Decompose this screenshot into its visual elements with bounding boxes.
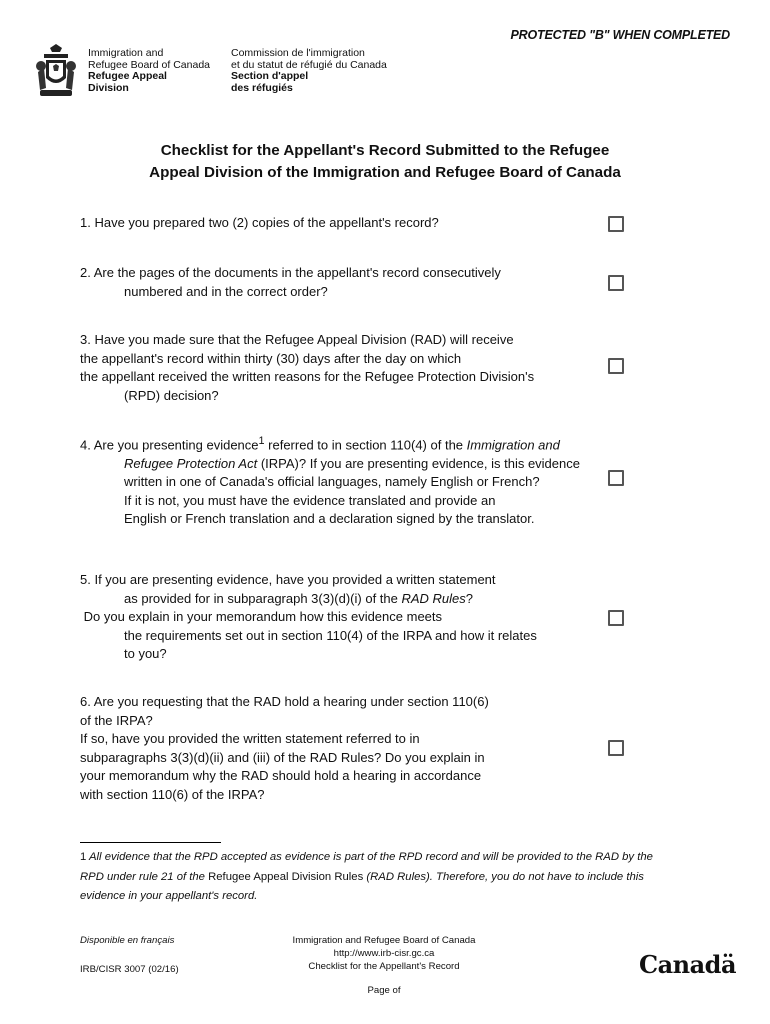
question-6-line-5: your memorandum why the RAD should hold a hearing in accordance bbox=[80, 768, 482, 783]
header-english-division-1: Refugee Appeal bbox=[88, 70, 167, 82]
footnote-text-a: All evidence that the RPD accepted as evidence is part of the RPD record and will be provided to the RAD by the bbox=[86, 851, 653, 863]
question-3-line-2: the appellant's record within thirty (30) days after the day on which bbox=[80, 350, 462, 366]
question-4-text-a: 4. Are you presenting evidence bbox=[80, 437, 259, 453]
footnote-ref-1: 1 bbox=[258, 435, 265, 447]
question-5 bbox=[80, 571, 610, 664]
footnote-divider bbox=[80, 842, 221, 843]
footnote-text-d: (RAD Rules). Therefore, you do not have to include this bbox=[363, 870, 644, 883]
irpa-title-part-2: Refugee Protection Act bbox=[124, 455, 258, 471]
irpa-title-part-1: Immigration and bbox=[466, 437, 560, 453]
question-1-checkbox[interactable] bbox=[608, 216, 624, 232]
footnote-text-e: evidence in your appellant's record. bbox=[80, 890, 258, 902]
footnote-number: 1 bbox=[80, 851, 87, 863]
question-3-line-1: 3. Have you made sure that the Refugee Appeal Division (RAD) will receive bbox=[80, 332, 514, 347]
disponible-en-francais: Disponible en français bbox=[80, 935, 175, 946]
question-4-text-b: referred to in section 110(4) of the bbox=[264, 437, 467, 453]
footer-org: Immigration and Refugee Board of Canada bbox=[292, 935, 476, 946]
question-3 bbox=[80, 331, 610, 405]
footnote-rules-title: Refugee Appeal Division Rules bbox=[208, 870, 364, 883]
title-line-2: Appeal Division of the Immigration and Refugee Board of Canada bbox=[149, 164, 621, 181]
question-4-text-e: (IRPA)? If you are presenting evidence, is this evidence bbox=[257, 455, 580, 471]
rad-rules-italic: RAD Rules bbox=[401, 590, 466, 606]
question-6-line-1: 6. Are you requesting that the RAD hold a hearing under section 110(6) bbox=[80, 694, 489, 709]
question-3-line-3: the appellant received the written reasons for the Refugee Protection Division's bbox=[80, 369, 535, 384]
footer-center-block bbox=[264, 934, 504, 973]
question-4-line-4: If it is not, you must have the evidence translated and provide an bbox=[124, 492, 496, 508]
question-5-line-3: Do you explain in your memorandum how this evidence meets bbox=[80, 609, 443, 624]
canada-wordmark: Canadä bbox=[639, 950, 736, 979]
question-6-line-2: of the IRPA? bbox=[80, 712, 153, 728]
question-4-line-5: English or French translation and a declaration signed by the translator. bbox=[124, 511, 535, 527]
footnote bbox=[80, 848, 700, 907]
question-5-checkbox[interactable] bbox=[608, 610, 624, 626]
header-english-block bbox=[88, 48, 210, 94]
question-4 bbox=[80, 432, 610, 529]
question-5-text-a: as provided for in subparagraph 3(3)(d)(i) of the bbox=[124, 590, 402, 606]
question-4-line-2 bbox=[80, 455, 610, 474]
question-5-line-1: 5. If you are presenting evidence, have you provided a written statement bbox=[80, 572, 496, 587]
page-title bbox=[60, 140, 710, 184]
question-3-checkbox[interactable] bbox=[608, 358, 624, 374]
question-5-line-5: to you? bbox=[124, 646, 167, 661]
header-english-division-2: Division bbox=[88, 81, 129, 94]
header-french-division-2: des réfugiés bbox=[231, 81, 293, 94]
question-4-line-3: written in one of Canada's official languages, namely English or French? bbox=[124, 474, 540, 490]
header-french-line-2: et du statut de réfugié du Canada bbox=[231, 58, 387, 71]
header-french-line-1: Commission de l'immigration bbox=[231, 47, 365, 59]
coat-of-arms-icon bbox=[36, 44, 76, 100]
question-6-checkbox[interactable] bbox=[608, 740, 624, 756]
header-english-line-2: Refugee Board of Canada bbox=[88, 58, 211, 71]
question-2-line-1: 2. Are the pages of the documents in the appellant's record consecutively bbox=[80, 265, 501, 280]
question-4-checkbox[interactable] bbox=[608, 470, 624, 486]
question-2-line-2: numbered and in the correct order? bbox=[124, 283, 328, 299]
protected-b-label: PROTECTED "B" WHEN COMPLETED bbox=[510, 28, 730, 42]
footer-doc-title: Checklist for the Appellant's Record bbox=[308, 961, 460, 972]
question-6-line-6: with section 110(6) of the IRPA? bbox=[80, 786, 265, 802]
question-4-line-1 bbox=[80, 432, 610, 455]
question-5-line-4: the requirements set out in section 110(4) of the IRPA and how it relates bbox=[124, 627, 537, 643]
question-6-line-4: subparagraphs 3(3)(d)(ii) and (iii) of the RAD Rules? Do you explain in bbox=[80, 749, 485, 765]
footnote-text-b: RPD under rule 21 of the bbox=[80, 870, 209, 883]
question-5-line-2 bbox=[80, 590, 610, 609]
question-3-line-4: (RPD) decision? bbox=[124, 387, 219, 403]
question-1 bbox=[80, 214, 610, 233]
header-french-block bbox=[231, 48, 387, 94]
question-5-text-c: ? bbox=[465, 590, 474, 606]
question-2 bbox=[80, 264, 610, 301]
title-line-1: Checklist for the Appellant's Record Submitted to the Refugee bbox=[160, 142, 610, 159]
question-2-checkbox[interactable] bbox=[608, 275, 624, 291]
header-french-division-1: Section d'appel bbox=[231, 70, 309, 82]
footer-url: http://www.irb-cisr.gc.ca bbox=[333, 948, 435, 959]
form-code: IRB/CISR 3007 (02/16) bbox=[80, 964, 179, 975]
page-number: Page of bbox=[367, 985, 401, 996]
question-1-text: 1. Have you prepared two (2) copies of the appellant's record? bbox=[80, 215, 439, 230]
header-english-line-1: Immigration and bbox=[88, 47, 164, 59]
question-6 bbox=[80, 693, 610, 804]
question-6-line-3: If so, have you provided the written statement referred to in bbox=[80, 731, 420, 746]
